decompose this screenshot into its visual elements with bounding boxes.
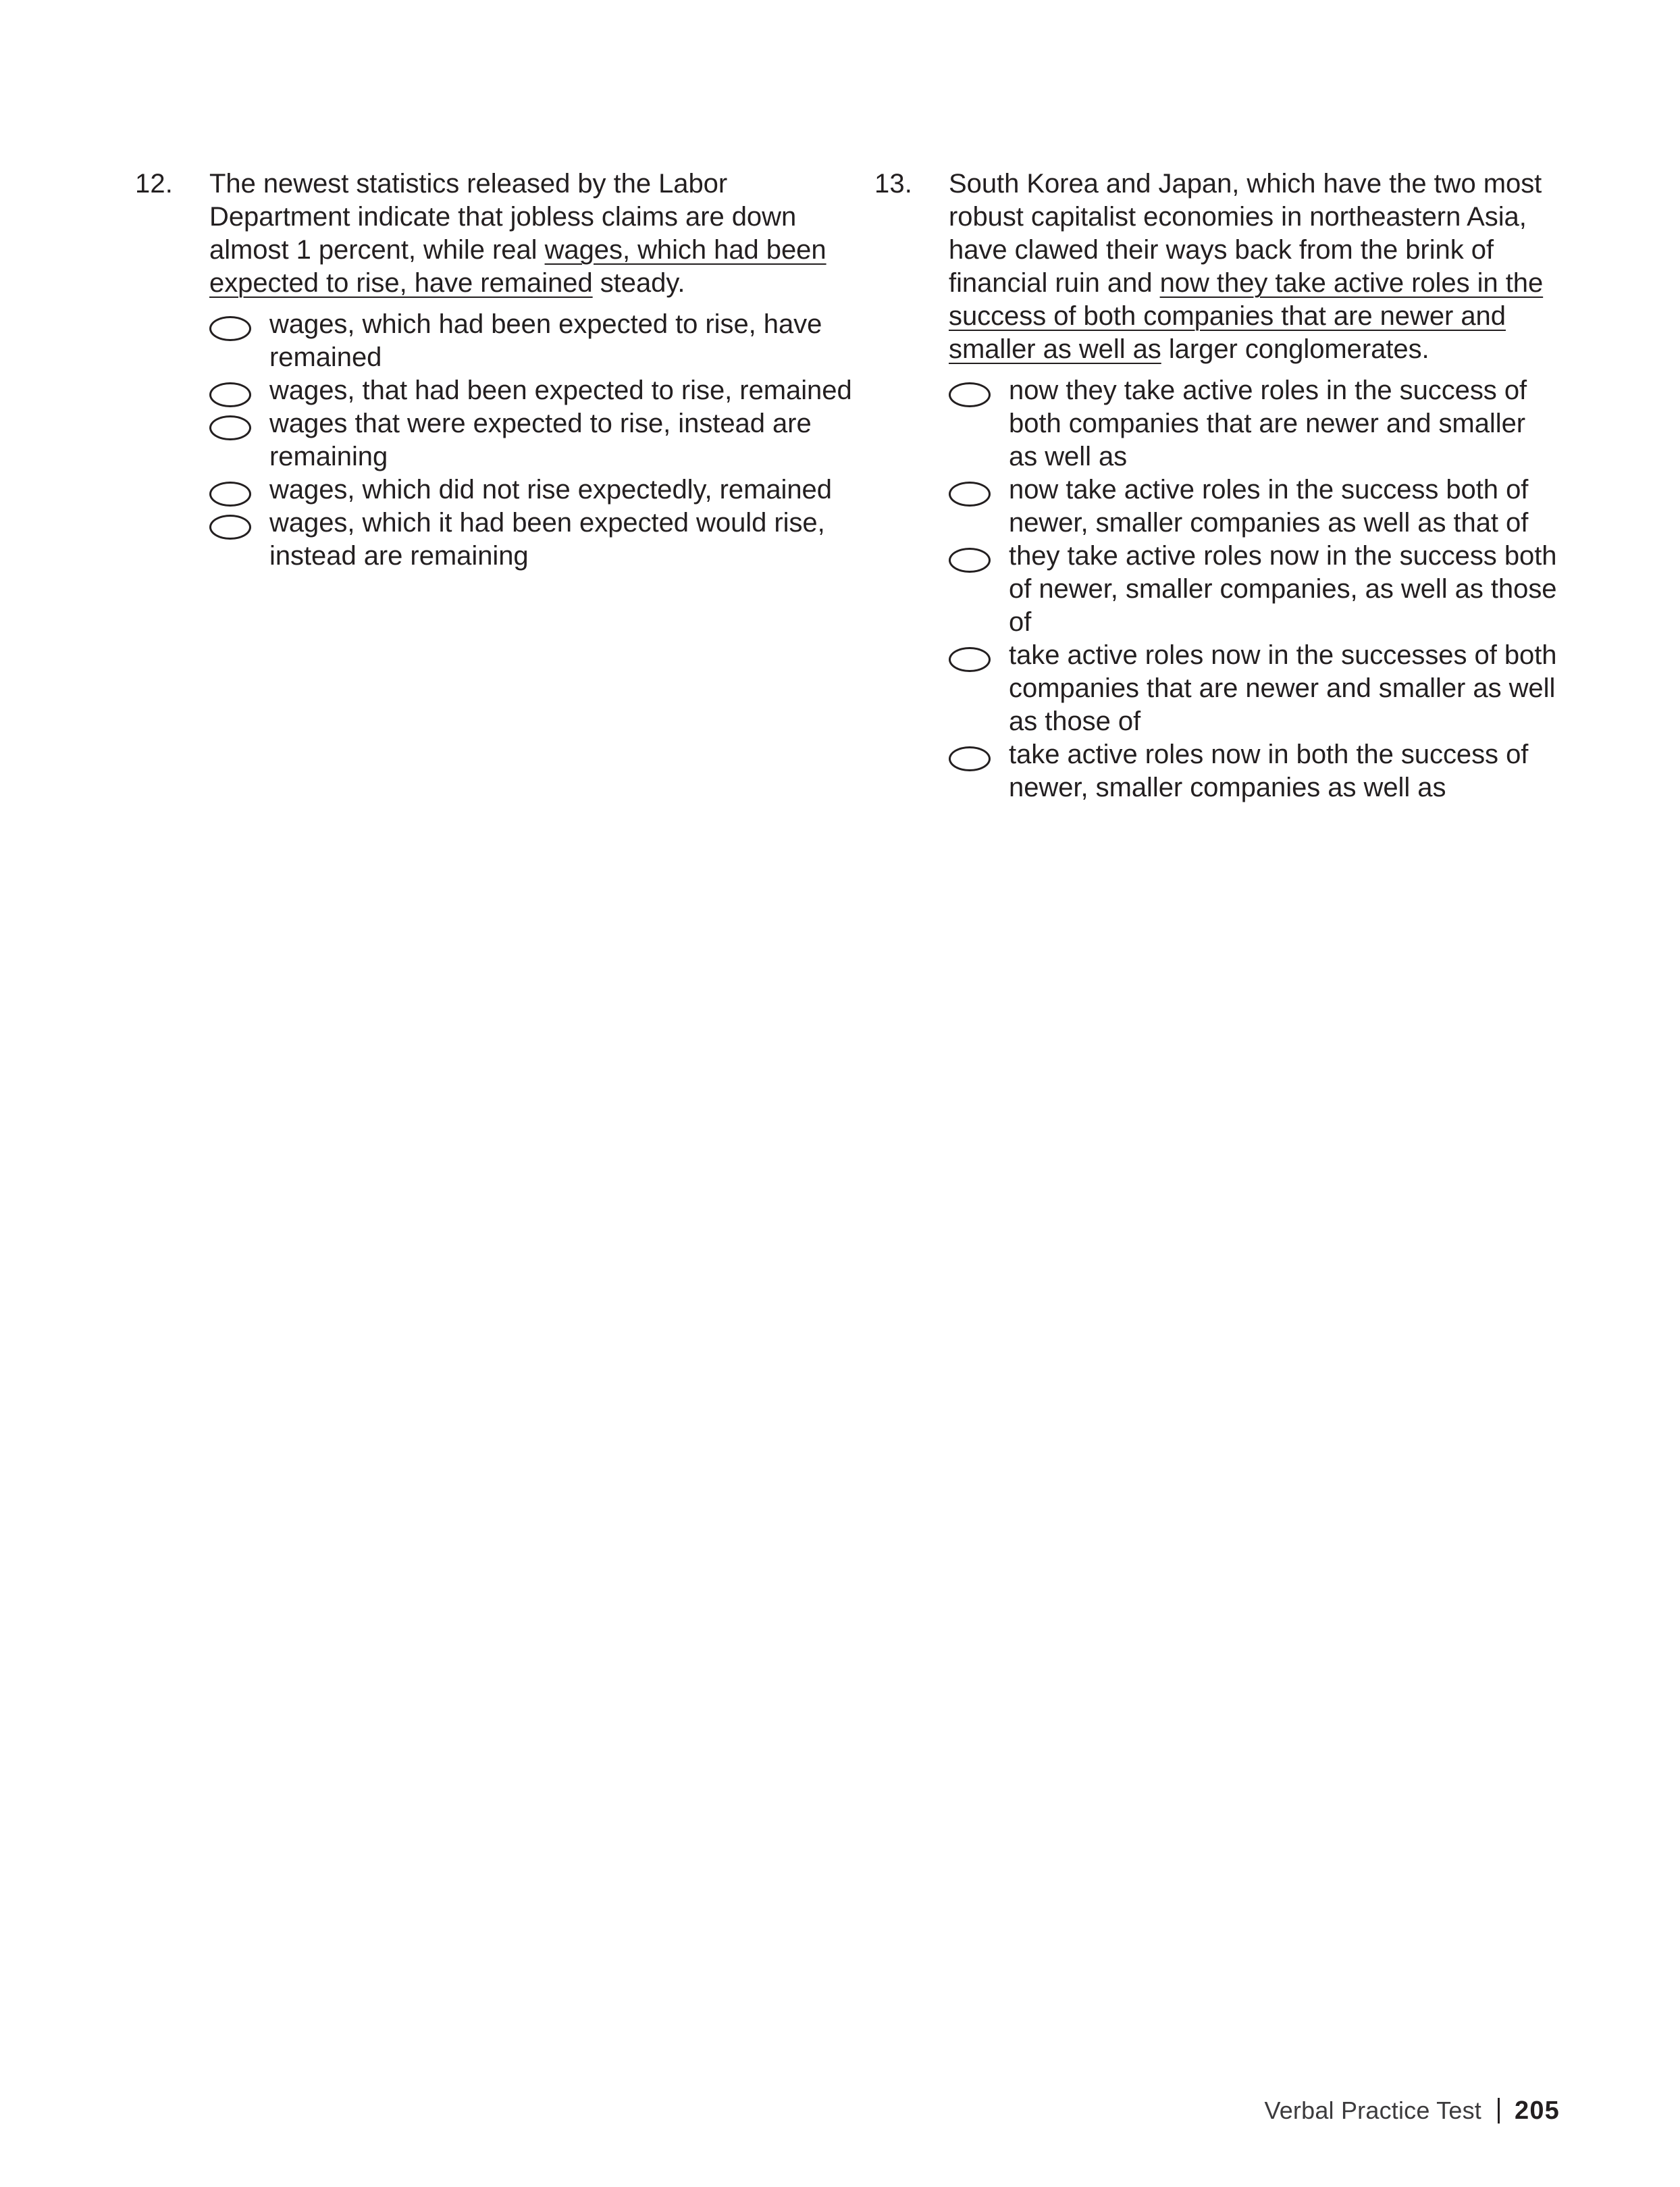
question-stem [949, 168, 1560, 366]
answer-option-label: wages, which had been expected to rise, have remained [269, 309, 822, 372]
answer-option[interactable] [949, 738, 1560, 804]
answer-bubble-cell [949, 639, 1009, 672]
radio-oval-icon[interactable] [949, 647, 991, 672]
answer-option[interactable] [209, 507, 874, 573]
answer-bubble-cell [209, 374, 269, 407]
answer-option[interactable] [209, 407, 874, 473]
question-body [209, 168, 874, 573]
answer-bubble-cell [209, 507, 269, 540]
answer-bubble-cell [949, 473, 1009, 507]
answer-bubble-cell [209, 473, 269, 507]
radio-oval-icon[interactable] [949, 746, 991, 771]
radio-oval-icon[interactable] [209, 382, 251, 407]
answer-bubble-cell [209, 407, 269, 440]
answer-option[interactable] [949, 540, 1560, 639]
radio-oval-icon[interactable] [209, 515, 251, 540]
answer-options-list [949, 374, 1560, 804]
answer-option-label: wages, which it had been expected would rise, instead are remaining [269, 508, 825, 571]
answer-option[interactable] [209, 308, 874, 374]
page-number: 205 [1514, 2096, 1560, 2125]
stem-segment-plain-lead: South Korea and Japan, which have the two most robust capitalist economies in northeastern Asia, have clawed their ways back from the brink of financial ruin and [949, 169, 1542, 298]
radio-oval-icon[interactable] [209, 482, 251, 507]
page-footer [0, 2096, 1560, 2125]
answer-option[interactable] [949, 473, 1560, 540]
answer-bubble-cell [949, 540, 1009, 573]
stem-segment-underlined: wages, which had been expected to rise, have remained [209, 235, 826, 298]
stem-segment-plain-tail: larger conglomerates. [1161, 334, 1429, 364]
answer-option-label: wages, that had been expected to rise, remained [269, 376, 852, 405]
question-13 [874, 168, 1560, 804]
answer-option-label: now they take active roles in the success of both companies that are newer and smaller as well as [1009, 376, 1527, 471]
answer-option-label: wages that were expected to rise, instead are remaining [269, 409, 812, 471]
answer-option[interactable] [209, 374, 874, 407]
question-columns [135, 168, 1560, 804]
radio-oval-icon[interactable] [949, 382, 991, 407]
stem-segment-underlined: now they take active roles in the success of both companies that are newer and smaller as well as [949, 268, 1544, 364]
answer-option[interactable] [949, 374, 1560, 473]
question-body [949, 168, 1560, 804]
footer-divider-rule [1498, 2098, 1500, 2124]
radio-oval-icon[interactable] [209, 415, 251, 440]
answer-option-label: take active roles now in the successes of both companies that are newer and smaller as well as those of [1009, 640, 1557, 736]
question-number: 12. [135, 169, 173, 199]
answer-bubble-cell [209, 308, 269, 341]
stem-segment-plain-tail: steady. [592, 268, 685, 298]
radio-oval-icon[interactable] [209, 316, 251, 341]
answer-option-label: wages, which did not rise expectedly, remained [269, 475, 832, 505]
answer-option-label: take active roles now in both the success of newer, smaller companies as well as [1009, 740, 1529, 802]
radio-oval-icon[interactable] [949, 482, 991, 507]
question-12 [135, 168, 874, 573]
answer-options-list [209, 308, 874, 573]
question-stem [209, 168, 874, 300]
answer-option[interactable] [949, 639, 1560, 738]
answer-option[interactable] [209, 473, 874, 507]
question-number: 13. [874, 169, 912, 199]
radio-oval-icon[interactable] [949, 548, 991, 573]
footer-section-label: Verbal Practice Test [1264, 2096, 1481, 2124]
answer-option-label: now take active roles in the success both of newer, smaller companies as well as that of [1009, 475, 1529, 538]
answer-bubble-cell [949, 738, 1009, 771]
stem-segment-plain-lead: The newest statistics released by the Labor Department indicate that jobless claims are down almost 1 percent, while real [209, 169, 797, 265]
answer-bubble-cell [949, 374, 1009, 407]
answer-option-label: they take active roles now in the success both of newer, smaller companies, as well as those of [1009, 541, 1557, 637]
